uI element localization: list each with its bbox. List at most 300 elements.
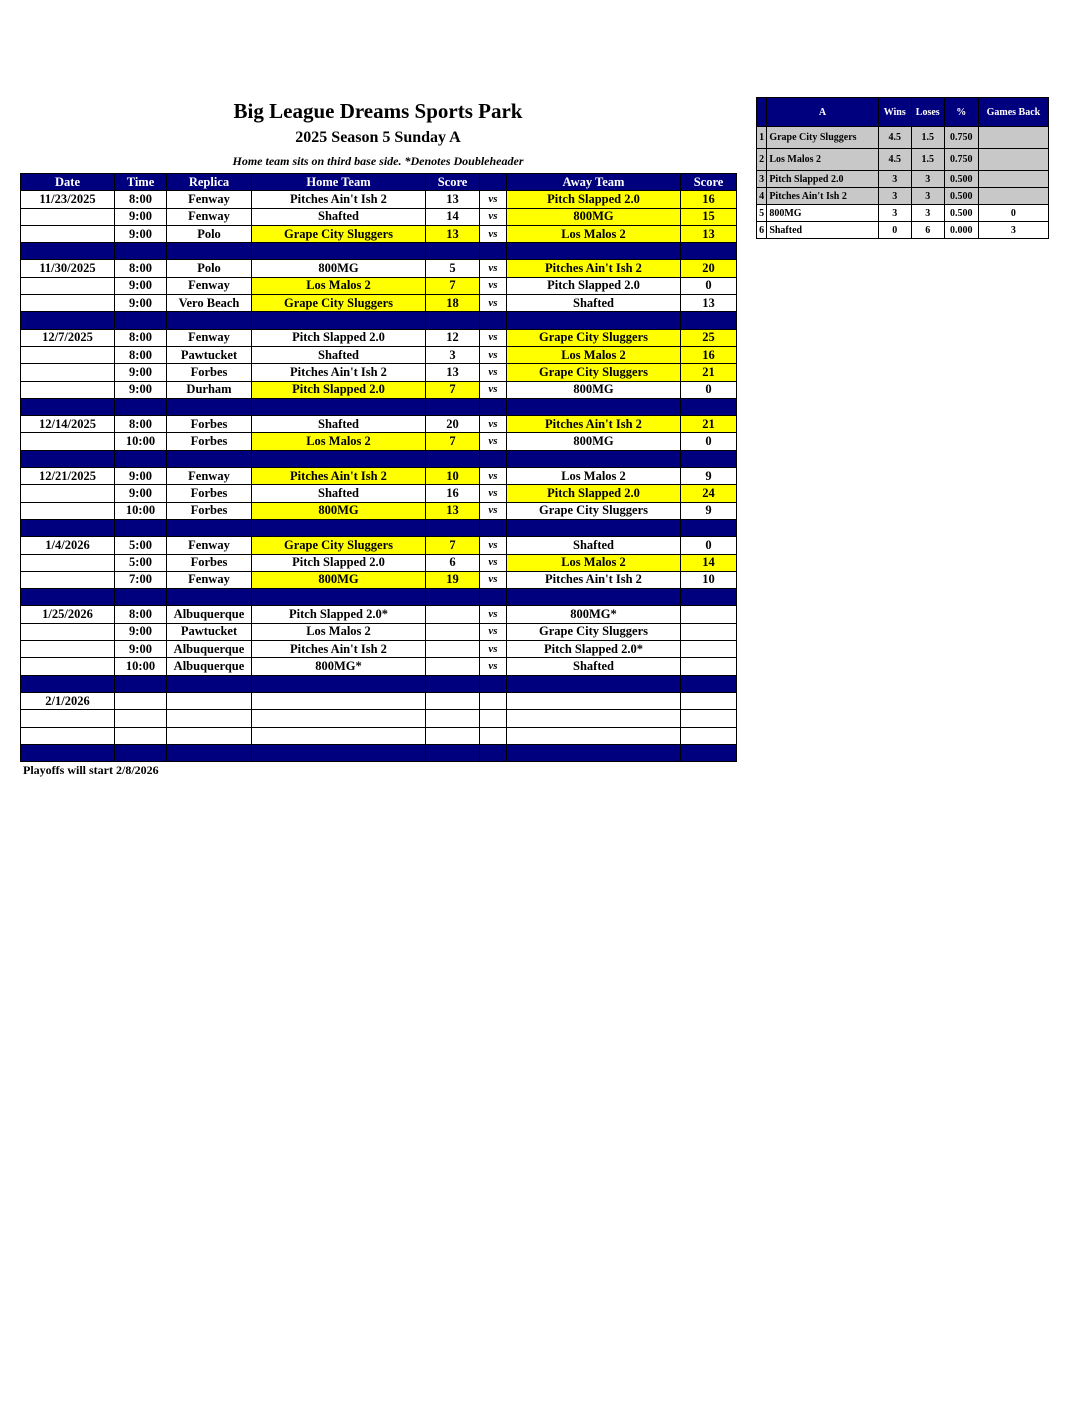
away-team [507, 710, 681, 727]
game-replica: Forbes [167, 416, 252, 433]
week-separator [21, 589, 737, 606]
home-score [426, 606, 480, 623]
away-team: Los Malos 2 [507, 225, 681, 242]
vs-label: vs [480, 381, 507, 398]
separator-cell [21, 243, 115, 260]
separator-cell [21, 450, 115, 467]
game-time [115, 692, 167, 709]
away-score: 21 [681, 364, 737, 381]
game-date: 12/7/2025 [21, 329, 115, 346]
game-time: 8:00 [115, 606, 167, 623]
home-score: 7 [426, 381, 480, 398]
separator-cell [426, 675, 480, 692]
separator-cell [480, 450, 507, 467]
game-time [115, 727, 167, 744]
standings-games-back [978, 127, 1048, 149]
week-separator [21, 398, 737, 415]
standings-pct: 0.500 [944, 171, 978, 188]
game-row [21, 537, 737, 554]
game-date [21, 208, 115, 225]
separator-cell [507, 312, 681, 329]
game-date: 11/30/2025 [21, 260, 115, 277]
home-score: 16 [426, 485, 480, 502]
separator-cell [115, 243, 167, 260]
home-score [426, 710, 480, 727]
standings-pct: 0.750 [944, 127, 978, 149]
standings-pct: 0.000 [944, 222, 978, 239]
away-score [681, 710, 737, 727]
game-replica: Fenway [167, 191, 252, 208]
separator-cell [21, 675, 115, 692]
vs-label: vs [480, 485, 507, 502]
game-time: 7:00 [115, 571, 167, 588]
game-time: 5:00 [115, 554, 167, 571]
away-team: Pitches Ain't Ish 2 [507, 571, 681, 588]
game-date [21, 658, 115, 675]
standings-wins: 4.5 [878, 149, 911, 171]
away-score: 16 [681, 191, 737, 208]
home-team [252, 692, 426, 709]
game-date: 1/25/2026 [21, 606, 115, 623]
separator-cell [167, 519, 252, 536]
away-score: 9 [681, 468, 737, 485]
standings-loses: 3 [911, 205, 944, 222]
standings-team: 800MG [767, 205, 878, 222]
game-row [21, 381, 737, 398]
game-date [21, 295, 115, 312]
game-date: 12/14/2025 [21, 416, 115, 433]
separator-cell [507, 398, 681, 415]
home-team: 800MG [252, 502, 426, 519]
game-replica: Albuquerque [167, 658, 252, 675]
home-score: 13 [426, 502, 480, 519]
separator-cell [480, 675, 507, 692]
separator-cell [167, 398, 252, 415]
home-score: 19 [426, 571, 480, 588]
game-row [21, 641, 737, 658]
away-score [681, 606, 737, 623]
standings-rank: 1 [757, 127, 767, 149]
game-time: 8:00 [115, 329, 167, 346]
game-date [21, 277, 115, 294]
game-replica: Fenway [167, 208, 252, 225]
standings-games-back [978, 171, 1048, 188]
separator-cell [681, 519, 737, 536]
vs-label [480, 710, 507, 727]
separator-cell [115, 675, 167, 692]
away-team [507, 692, 681, 709]
away-score: 13 [681, 295, 737, 312]
standings-col-pct: % [944, 98, 978, 127]
home-score: 7 [426, 433, 480, 450]
home-team: Los Malos 2 [252, 433, 426, 450]
home-score: 12 [426, 329, 480, 346]
separator-cell [681, 744, 737, 761]
separator-cell [21, 398, 115, 415]
game-time [115, 710, 167, 727]
col-replica: Replica [167, 174, 252, 191]
separator-cell [480, 243, 507, 260]
col-home-team: Home Team [252, 174, 426, 191]
game-replica: Polo [167, 260, 252, 277]
vs-label: vs [480, 623, 507, 640]
separator-cell [167, 744, 252, 761]
standings-team: Pitch Slapped 2.0 [767, 171, 878, 188]
away-score: 0 [681, 537, 737, 554]
standings-team: Grape City Sluggers [767, 127, 878, 149]
vs-label: vs [480, 225, 507, 242]
game-row [21, 208, 737, 225]
separator-cell [167, 450, 252, 467]
separator-cell [115, 450, 167, 467]
game-replica: Albuquerque [167, 606, 252, 623]
separator-cell [480, 744, 507, 761]
game-replica: Fenway [167, 537, 252, 554]
game-row [21, 554, 737, 571]
away-score: 21 [681, 416, 737, 433]
away-score: 14 [681, 554, 737, 571]
game-time: 9:00 [115, 295, 167, 312]
separator-cell [426, 398, 480, 415]
home-score: 6 [426, 554, 480, 571]
away-team: Pitch Slapped 2.0 [507, 191, 681, 208]
vs-label: vs [480, 502, 507, 519]
away-team: 800MG [507, 433, 681, 450]
col-away-score: Score [681, 174, 737, 191]
standings-row [757, 188, 1049, 205]
standings-pct: 0.500 [944, 188, 978, 205]
home-team: Shafted [252, 208, 426, 225]
away-score: 24 [681, 485, 737, 502]
separator-cell [681, 450, 737, 467]
game-date [21, 433, 115, 450]
standings-loses: 3 [911, 171, 944, 188]
game-replica: Pawtucket [167, 346, 252, 363]
game-time: 8:00 [115, 416, 167, 433]
vs-label: vs [480, 641, 507, 658]
standings-rank: 6 [757, 222, 767, 239]
home-team: Pitches Ain't Ish 2 [252, 191, 426, 208]
game-time: 9:00 [115, 225, 167, 242]
game-row [21, 191, 737, 208]
game-date [21, 364, 115, 381]
away-team: Shafted [507, 537, 681, 554]
home-score: 13 [426, 364, 480, 381]
game-date [21, 485, 115, 502]
separator-cell [115, 589, 167, 606]
home-score: 13 [426, 191, 480, 208]
separator-cell [252, 519, 426, 536]
away-score [681, 727, 737, 744]
game-time: 9:00 [115, 381, 167, 398]
separator-cell [507, 519, 681, 536]
game-date [21, 225, 115, 242]
vs-label: vs [480, 416, 507, 433]
standings-col-wins: Wins [878, 98, 911, 127]
game-time: 8:00 [115, 260, 167, 277]
game-time: 9:00 [115, 485, 167, 502]
game-row [21, 260, 737, 277]
home-team: Pitch Slapped 2.0 [252, 554, 426, 571]
home-team: Pitches Ain't Ish 2 [252, 468, 426, 485]
game-replica: Fenway [167, 329, 252, 346]
away-team: Los Malos 2 [507, 346, 681, 363]
home-team: Pitches Ain't Ish 2 [252, 641, 426, 658]
game-time: 10:00 [115, 433, 167, 450]
home-score: 13 [426, 225, 480, 242]
home-team: 800MG* [252, 658, 426, 675]
week-separator [21, 243, 737, 260]
home-score: 5 [426, 260, 480, 277]
away-score: 20 [681, 260, 737, 277]
game-row [21, 485, 737, 502]
away-team: Shafted [507, 658, 681, 675]
game-date [21, 710, 115, 727]
standings-wins: 4.5 [878, 127, 911, 149]
col-home-score: Score [426, 174, 480, 191]
standings-games-back [978, 188, 1048, 205]
standings-rank: 2 [757, 149, 767, 171]
game-date: 2/1/2026 [21, 692, 115, 709]
away-team: 800MG [507, 208, 681, 225]
away-team: Pitch Slapped 2.0 [507, 485, 681, 502]
home-score [426, 692, 480, 709]
away-team: Pitches Ain't Ish 2 [507, 416, 681, 433]
away-score: 9 [681, 502, 737, 519]
home-team: Pitch Slapped 2.0 [252, 381, 426, 398]
away-team [507, 727, 681, 744]
home-team: Los Malos 2 [252, 623, 426, 640]
separator-cell [480, 519, 507, 536]
game-time: 10:00 [115, 502, 167, 519]
game-row [21, 623, 737, 640]
standings-loses: 1.5 [911, 127, 944, 149]
game-row [21, 225, 737, 242]
game-replica: Vero Beach [167, 295, 252, 312]
home-score [426, 727, 480, 744]
separator-cell [426, 519, 480, 536]
separator-cell [426, 450, 480, 467]
separator-cell [507, 243, 681, 260]
standings-row [757, 222, 1049, 239]
away-score: 16 [681, 346, 737, 363]
page-title: Big League Dreams Sports Park [233, 99, 523, 123]
standings-header-row [757, 98, 1049, 127]
game-time: 8:00 [115, 191, 167, 208]
home-team: 800MG [252, 571, 426, 588]
away-score: 15 [681, 208, 737, 225]
separator-cell [507, 744, 681, 761]
home-score: 10 [426, 468, 480, 485]
game-replica: Forbes [167, 554, 252, 571]
separator-cell [480, 589, 507, 606]
standings-pct: 0.500 [944, 205, 978, 222]
vs-label [480, 727, 507, 744]
separator-cell [507, 589, 681, 606]
game-date [21, 381, 115, 398]
schedule-table [20, 173, 737, 762]
separator-cell [115, 519, 167, 536]
separator-cell [252, 450, 426, 467]
home-score [426, 641, 480, 658]
week-separator [21, 519, 737, 536]
separator-cell [480, 398, 507, 415]
standings-rank: 4 [757, 188, 767, 205]
game-date [21, 346, 115, 363]
game-time: 9:00 [115, 364, 167, 381]
standings-col-loses: Loses [911, 98, 944, 127]
home-team: Shafted [252, 485, 426, 502]
away-score: 0 [681, 277, 737, 294]
standings-wins: 3 [878, 171, 911, 188]
vs-label: vs [480, 364, 507, 381]
col-vs [480, 174, 507, 191]
game-date [21, 571, 115, 588]
separator-cell [507, 675, 681, 692]
away-team: 800MG* [507, 606, 681, 623]
home-score: 14 [426, 208, 480, 225]
home-team: Grape City Sluggers [252, 225, 426, 242]
game-date [21, 641, 115, 658]
separator-cell [426, 744, 480, 761]
away-score: 10 [681, 571, 737, 588]
standings-wins: 0 [878, 222, 911, 239]
week-separator [21, 312, 737, 329]
separator-cell [252, 398, 426, 415]
game-row [21, 346, 737, 363]
away-team: Pitches Ain't Ish 2 [507, 260, 681, 277]
separator-cell [21, 519, 115, 536]
game-replica: Forbes [167, 364, 252, 381]
separator-cell [681, 312, 737, 329]
separator-cell [115, 312, 167, 329]
separator-cell [426, 312, 480, 329]
home-score: 3 [426, 346, 480, 363]
game-replica [167, 692, 252, 709]
game-replica: Forbes [167, 433, 252, 450]
away-team: Grape City Sluggers [507, 329, 681, 346]
separator-cell [681, 243, 737, 260]
game-replica: Pawtucket [167, 623, 252, 640]
game-row [21, 468, 737, 485]
separator-cell [167, 589, 252, 606]
away-score: 25 [681, 329, 737, 346]
separator-cell [252, 675, 426, 692]
season-subtitle: 2025 Season 5 Sunday A [295, 129, 461, 146]
standings-col-division: A [767, 98, 878, 127]
game-row [21, 727, 737, 744]
separator-cell [21, 589, 115, 606]
separator-cell [252, 312, 426, 329]
game-time: 10:00 [115, 658, 167, 675]
away-team: Grape City Sluggers [507, 364, 681, 381]
game-row [21, 606, 737, 623]
game-row [21, 295, 737, 312]
vs-label [480, 692, 507, 709]
standings-wins: 3 [878, 205, 911, 222]
standings-row [757, 171, 1049, 188]
playoffs-note: Playoffs will start 2/8/2026 [23, 763, 159, 777]
home-team: Shafted [252, 416, 426, 433]
separator-cell [426, 589, 480, 606]
game-time: 9:00 [115, 468, 167, 485]
standings-team: Pitches Ain't Ish 2 [767, 188, 878, 205]
away-score [681, 692, 737, 709]
standings-wins: 3 [878, 188, 911, 205]
standings-rank: 3 [757, 171, 767, 188]
game-row [21, 502, 737, 519]
separator-cell [681, 398, 737, 415]
separator-cell [115, 398, 167, 415]
separator-cell [167, 675, 252, 692]
standings-col-rank [757, 98, 767, 127]
home-score: 20 [426, 416, 480, 433]
away-team: Grape City Sluggers [507, 502, 681, 519]
game-replica: Forbes [167, 502, 252, 519]
game-time: 9:00 [115, 277, 167, 294]
home-score [426, 658, 480, 675]
game-date: 12/21/2025 [21, 468, 115, 485]
vs-label: vs [480, 295, 507, 312]
game-date [21, 727, 115, 744]
home-team: Pitch Slapped 2.0* [252, 606, 426, 623]
standings-games-back: 3 [978, 222, 1048, 239]
home-team: Pitch Slapped 2.0 [252, 329, 426, 346]
vs-label: vs [480, 554, 507, 571]
home-score: 7 [426, 277, 480, 294]
away-score [681, 658, 737, 675]
separator-cell [115, 744, 167, 761]
separator-cell [21, 744, 115, 761]
away-team: Los Malos 2 [507, 554, 681, 571]
separator-cell [167, 243, 252, 260]
vs-label: vs [480, 277, 507, 294]
standings-rank: 5 [757, 205, 767, 222]
away-score: 13 [681, 225, 737, 242]
game-replica: Forbes [167, 485, 252, 502]
game-time: 9:00 [115, 641, 167, 658]
separator-cell [252, 589, 426, 606]
vs-label: vs [480, 191, 507, 208]
game-row [21, 329, 737, 346]
home-team: Grape City Sluggers [252, 537, 426, 554]
game-row [21, 416, 737, 433]
home-team [252, 727, 426, 744]
schedule-note: Home team sits on third base side. *Denotes Doubleheader [232, 154, 524, 168]
standings-team: Shafted [767, 222, 878, 239]
col-away-team: Away Team [507, 174, 681, 191]
game-date: 1/4/2026 [21, 537, 115, 554]
standings-table [756, 97, 1049, 239]
away-team: Shafted [507, 295, 681, 312]
game-replica: Polo [167, 225, 252, 242]
vs-label: vs [480, 537, 507, 554]
game-date: 11/23/2025 [21, 191, 115, 208]
game-replica: Fenway [167, 571, 252, 588]
game-time: 9:00 [115, 623, 167, 640]
home-team: Los Malos 2 [252, 277, 426, 294]
game-replica: Fenway [167, 468, 252, 485]
vs-label: vs [480, 346, 507, 363]
home-team: 800MG [252, 260, 426, 277]
away-team: Los Malos 2 [507, 468, 681, 485]
away-score: 0 [681, 381, 737, 398]
separator-cell [167, 312, 252, 329]
vs-label: vs [480, 571, 507, 588]
standings-row [757, 149, 1049, 171]
game-replica: Durham [167, 381, 252, 398]
standings-row [757, 205, 1049, 222]
